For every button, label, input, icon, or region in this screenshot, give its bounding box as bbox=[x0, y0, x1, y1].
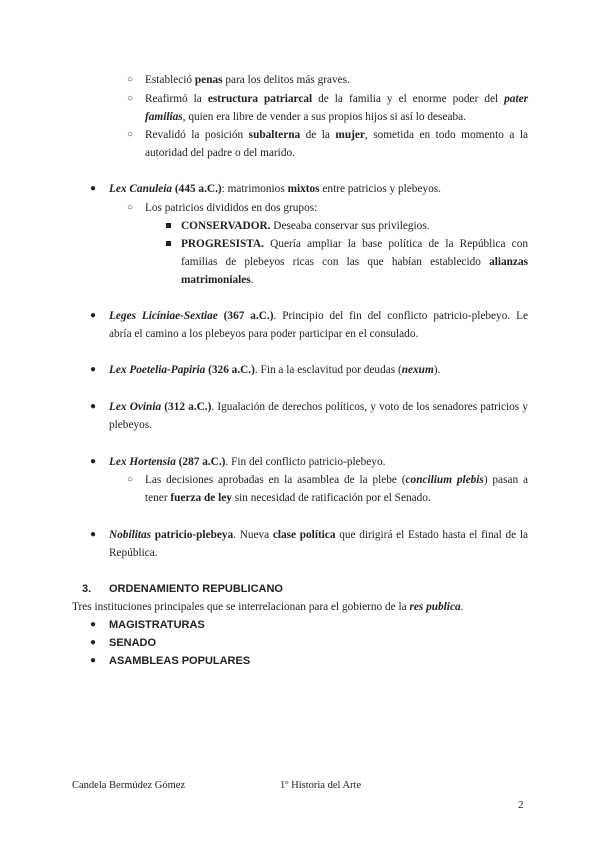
text: . bbox=[460, 601, 464, 613]
square-bullet-icon bbox=[166, 223, 171, 228]
bullet-line bbox=[145, 126, 528, 144]
bullet-icon: ● bbox=[90, 401, 97, 412]
bold-text: matrimoniales bbox=[181, 274, 251, 286]
circle-bullet-icon: ○ bbox=[127, 202, 134, 213]
text: autoridad del padre o del marido. bbox=[145, 147, 295, 159]
law-date: (287 a.C.) bbox=[175, 456, 226, 468]
bullet-line-cont bbox=[181, 271, 253, 289]
text: para los delitos más graves. bbox=[222, 74, 350, 86]
bullet-line-cont bbox=[109, 544, 158, 562]
text: Revalidó la posición bbox=[145, 129, 249, 141]
bullet-line bbox=[109, 307, 528, 325]
bold-text: mixtos bbox=[287, 183, 320, 195]
text: de la familia y el enorme poder del bbox=[312, 93, 505, 105]
law-date: (367 a.C.) bbox=[217, 310, 274, 322]
bullet-icon: ● bbox=[90, 619, 97, 630]
text: , quien era libre de vender a sus propios hijos si así lo deseaba. bbox=[182, 111, 466, 123]
text: Reafirmó la bbox=[145, 93, 208, 105]
bullet-icon: ● bbox=[90, 183, 97, 194]
section-title: ORDENAMIENTO REPUBLICANO bbox=[109, 583, 283, 595]
footer-author: Candela Bermúdez Gómez bbox=[72, 780, 186, 791]
law-name: Lex Hortensia bbox=[109, 456, 176, 468]
text: que dirigirá el Estado hasta el final de la bbox=[335, 529, 528, 541]
bold-text: clase política bbox=[272, 529, 336, 541]
bold-italic-text: familias bbox=[145, 111, 183, 123]
bullet-icon: ● bbox=[90, 364, 97, 375]
law-name: Leges Licíniae-Sextiae bbox=[109, 310, 218, 322]
text: . Fin a la esclavitud por deudas ( bbox=[254, 364, 402, 376]
text: ) pasan a bbox=[483, 474, 528, 486]
text: Tres instituciones principales que se interrelacionan para el gobierno de la bbox=[72, 601, 410, 613]
bold-italic-text: pater bbox=[504, 93, 528, 105]
bullet-line bbox=[145, 71, 350, 89]
latin-term: res publica bbox=[409, 601, 461, 613]
bullet-line-cont bbox=[181, 253, 528, 271]
bullet-line-cont bbox=[109, 416, 152, 434]
institution-item: MAGISTRATURAS bbox=[109, 619, 205, 631]
page-number: 2 bbox=[518, 799, 524, 811]
text: : matrimonios bbox=[221, 183, 288, 195]
section-intro bbox=[72, 598, 463, 616]
text: ). bbox=[433, 364, 441, 376]
text: Los patricios divididos en dos grupos: bbox=[145, 202, 318, 214]
bullet-line bbox=[109, 398, 528, 416]
law-name: Lex Canuleia bbox=[109, 183, 173, 195]
latin-term: nexum bbox=[401, 364, 434, 376]
text: Las decisiones aprobadas en la asamblea de la plebe ( bbox=[145, 474, 406, 486]
footer-course: 1º Historia del Arte bbox=[280, 780, 362, 791]
bullet-line bbox=[181, 235, 528, 253]
bullet-icon: ● bbox=[90, 310, 97, 321]
institution-item: SENADO bbox=[109, 637, 157, 649]
bold-text: mujer bbox=[335, 129, 365, 141]
text: abría el camino a los plebeyos para poder participar en el consulado. bbox=[109, 328, 419, 340]
law-date: (312 a.C.) bbox=[161, 401, 212, 413]
text: plebeyos. bbox=[109, 419, 152, 431]
bullet-line bbox=[109, 526, 528, 544]
text: . Igualación de derechos políticos, y voto de los senadores patricios y bbox=[211, 401, 529, 413]
law-name: Lex Poetelia-Papiria bbox=[109, 364, 206, 376]
bullet-line-cont bbox=[109, 325, 418, 343]
text: . Nueva bbox=[233, 529, 273, 541]
text: familias de plebeyos ricas con las que habían establecido bbox=[181, 256, 490, 268]
bullet-line bbox=[109, 180, 441, 198]
bullet-line bbox=[109, 361, 440, 379]
text: , sometida en todo momento a la bbox=[364, 129, 528, 141]
text: Estableció bbox=[145, 74, 195, 86]
bullet-line-cont bbox=[145, 108, 466, 126]
law-date: (445 a.C.) bbox=[172, 183, 222, 195]
bullet-line-cont bbox=[145, 144, 295, 162]
bullet-line bbox=[145, 90, 528, 108]
text: República. bbox=[109, 547, 158, 559]
law-name: Lex Ovinia bbox=[109, 401, 162, 413]
bullet-line bbox=[109, 453, 385, 471]
square-bullet-icon bbox=[166, 241, 171, 246]
text: Deseaba conservar sus privilegios. bbox=[270, 220, 430, 232]
bullet-icon: ● bbox=[90, 637, 97, 648]
circle-bullet-icon: ○ bbox=[127, 474, 134, 485]
circle-bullet-icon: ○ bbox=[127, 74, 134, 85]
bullet-line bbox=[145, 199, 317, 217]
text: tener bbox=[145, 492, 171, 504]
bullet-line bbox=[181, 217, 430, 235]
bullet-line bbox=[145, 471, 528, 489]
law-date: (326 a.C.) bbox=[205, 364, 255, 376]
bold-text: subalterna bbox=[248, 129, 301, 141]
bold-text: alianzas bbox=[489, 256, 528, 268]
circle-bullet-icon: ○ bbox=[127, 129, 134, 140]
bullet-icon: ● bbox=[90, 655, 97, 666]
latin-term: concilium plebis bbox=[405, 474, 484, 486]
circle-bullet-icon: ○ bbox=[127, 93, 134, 104]
text: . Fin del conflicto patricio-plebeyo. bbox=[225, 456, 386, 468]
text: sin necesidad de ratificación por el Senado. bbox=[231, 492, 431, 504]
text: . bbox=[250, 274, 254, 286]
text: Quería ampliar la base política de la República con bbox=[263, 238, 528, 250]
latin-term: Nobilitas bbox=[109, 529, 152, 541]
bold-text: estructura patriarcal bbox=[207, 93, 313, 105]
text: entre patricios y plebeyos. bbox=[319, 183, 441, 195]
section-number: 3. bbox=[82, 583, 92, 595]
text: de la bbox=[300, 129, 336, 141]
text: . Principio del fin del conflicto patricio-plebeyo. Le bbox=[273, 310, 528, 322]
bold-text: patricio-plebeya bbox=[151, 529, 234, 541]
bold-text: penas bbox=[194, 74, 223, 86]
bold-text: fuerza de ley bbox=[170, 492, 232, 504]
bullet-icon: ● bbox=[90, 529, 97, 540]
bullet-line-cont bbox=[145, 489, 431, 507]
bold-text: CONSERVADOR. bbox=[181, 220, 271, 232]
institution-item: ASAMBLEAS POPULARES bbox=[109, 655, 251, 667]
bold-text: PROGRESISTA. bbox=[181, 238, 264, 250]
bullet-icon: ● bbox=[90, 456, 97, 467]
